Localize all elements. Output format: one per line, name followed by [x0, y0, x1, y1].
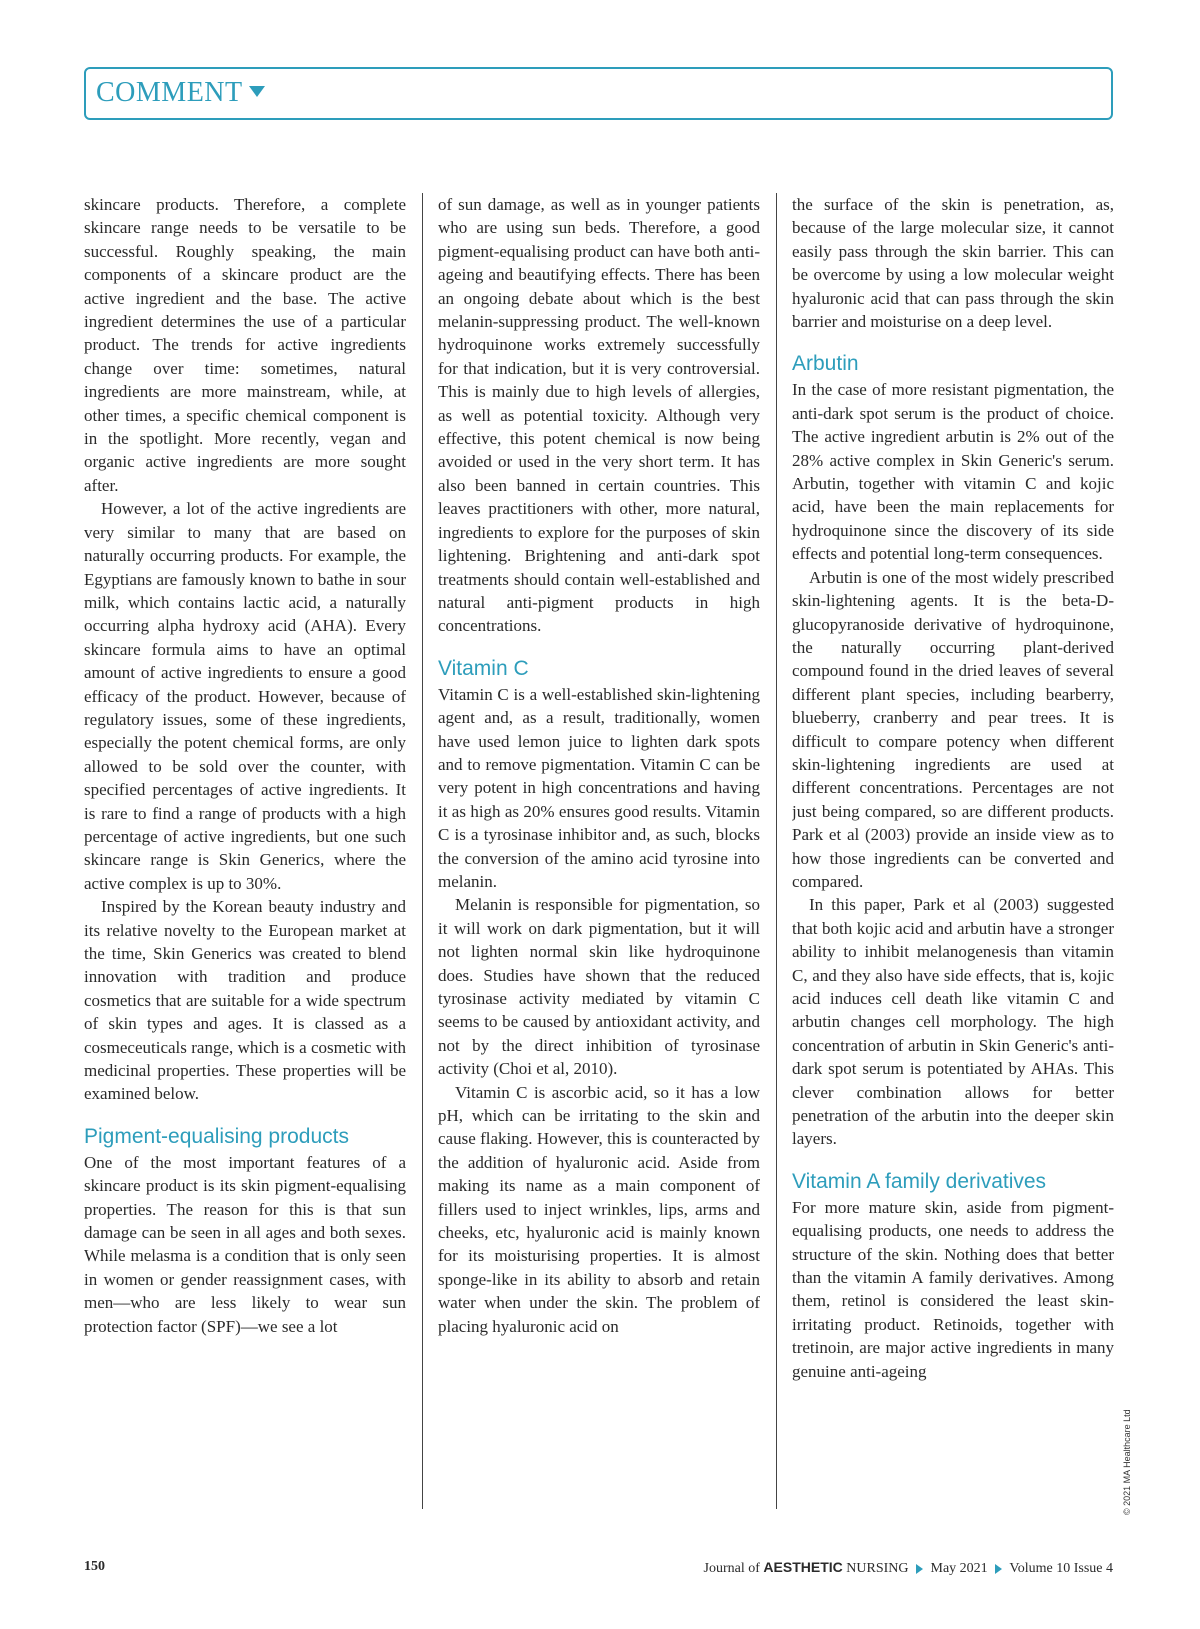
section-header — [84, 67, 1113, 120]
section-heading: Pigment-equalising products — [84, 1124, 349, 1148]
paragraph: For more mature skin, aside from pigment-equalising products, one needs to address the structure of the skin. Nothing does that better than the vitamin A family derivatives. Among them, retinol is considered the least skin-irritating product. Retinoids, together with tretinoin, are major active ingredients in many genuine anti-ageing — [792, 1197, 1114, 1381]
issue-date: May 2021 — [930, 1561, 988, 1576]
section-heading: Vitamin C — [438, 656, 529, 680]
article-column-2 — [438, 193, 760, 1509]
column-divider — [422, 193, 423, 1509]
paragraph: of sun damage, as well as in younger patients who are using sun beds. Therefore, a good pigment-equalising product can have both anti-ageing and beautifying effects. There has been an ongoing debate about which is the best melanin-suppressing product. The well-known hydroquinone works extremely successfully for that indication, but it is very controversial. This is mainly due to high levels of allergies, as well as potential toxicity. Although very effective, this potent chemical is now being avoided or used in the very short term. It has also been banned in certain countries. This leaves practitioners with other, more natural, ingredients to explore for the purposes of skin lightening. Brightening and anti-dark spot treatments should contain well-established and natural anti-pigment products in high concentrations. — [438, 195, 760, 636]
section-heading: Vitamin A family derivatives — [792, 1169, 1047, 1193]
section-label-text: COMMENT — [96, 77, 243, 108]
paragraph: skincare products. Therefore, a complete skincare range needs to be versatile to be successful. Roughly speaking, the main components of a skincare product are the active ingredient and the base. The active ingredient determines the use of a particular product. The trends for active ingredients change over time: sometimes, natural ingredients are more mainstream, while, at other times, a specific chemical component is in the spotlight. More recently, vegan and organic active ingredients are more sought after. — [84, 195, 406, 495]
triangle-right-icon — [916, 1564, 923, 1574]
paragraph: In the case of more resistant pigmentation, the anti-dark spot serum is the product of choice. The active ingredient arbutin is 2% out of the 28% active complex in Skin Generic's serum. Arbutin, together with vitamin C and kojic acid, have been the main replacements for hydroquinone since the discovery of its side effects and potential long-term consequences. — [792, 380, 1114, 564]
article-column-1 — [84, 193, 406, 1509]
page-footer — [84, 1559, 1113, 1581]
journal-prefix: Journal of — [703, 1561, 764, 1576]
journal-name-bold: AESTHETIC — [763, 1559, 843, 1575]
journal-suffix: NURSING — [842, 1561, 909, 1576]
section-heading: Arbutin — [792, 352, 859, 376]
volume-issue: Volume 10 Issue 4 — [1009, 1561, 1113, 1576]
triangle-right-icon — [995, 1564, 1002, 1574]
article-column-3 — [792, 193, 1114, 1509]
paragraph: the surface of the skin is penetration, as, because of the large molecular size, it cannot easily pass through the skin barrier. This can be overcome by using a low molecular weight hyaluronic acid that can pass through the skin barrier and moisturise on a deep level. — [792, 195, 1114, 332]
paragraph: However, a lot of the active ingredients are very similar to many that are based on naturally occurring products. For example, the Egyptians are famously known to bathe in sour milk, which contains lactic acid, a naturally occurring alpha hydroxy acid (AHA). Every skincare formula aims to have an optimal amount of active ingredients to ensure a good efficacy of the product. However, because of regulatory issues, some of these ingredients, especially the potent chemical forms, are only allowed to be sold over the counter, with specified percentages of active ingredients. It is rare to find a range of products with a high percentage of active ingredients, but one such skincare range is Skin Generics, where the active complex is up to 30%. — [84, 499, 406, 893]
copyright-note: © 2021 MA Healthcare Ltd — [1122, 1409, 1132, 1515]
paragraph: One of the most important features of a skincare product is its skin pigment-equalising properties. The reason for this is that sun damage can be seen in all ages and both sexes. While melasma is a condition that is only seen in women or gender reassignment cases, with men—who are less likely to wear sun protection factor (SPF)—we see a lot — [84, 1152, 406, 1336]
section-label — [96, 77, 265, 109]
journal-info — [704, 1559, 1113, 1577]
triangle-down-icon — [249, 86, 265, 97]
paragraph: Melanin is responsible for pigmentation, so it will work on dark pigmentation, but it will not lighten normal skin like hydroquinone does. Studies have shown that the reduced tyrosinase activity mediated by vitamin C seems to be caused by antioxidant activity, and not by the direct inhibition of tyrosinase activity (Choi et al, 2010). — [438, 895, 760, 1079]
column-divider — [776, 193, 777, 1509]
paragraph: Vitamin C is ascorbic acid, so it has a low pH, which can be irritating to the skin and cause flaking. However, this is counteracted by the addition of hyaluronic acid. Aside from making its name as a main component of fillers used to inject wrinkles, lips, arms and cheeks, etc, hyaluronic acid is mainly known for its moisturising properties. It is almost sponge-like in its ability to absorb and retain water when under the skin. The problem of placing hyaluronic acid on — [438, 1082, 760, 1336]
paragraph: In this paper, Park et al (2003) suggested that both kojic acid and arbutin have a stronger ability to inhibit melanogenesis than vitamin C, and they also have side effects, that is, kojic acid induces cell death like vitamin C and arbutin changes cell morphology. The high concentration of arbutin in Skin Generic's anti-dark spot serum is potentiated by AHAs. This clever combination allows for better penetration of the arbutin into the deeper skin layers. — [792, 895, 1114, 1149]
page-number: 150 — [84, 1559, 105, 1574]
paragraph: Arbutin is one of the most widely prescribed skin-lightening agents. It is the beta-D-glucopyranoside derivative of hydroquinone, the naturally occurring plant-derived compound found in the dried leaves of several different plant species, including bearberry, blueberry, cranberry and pear trees. It is difficult to compare potency when different skin-lightening ingredients are used at different concentrations. Percentages are not just being compared, so are different products. Park et al (2003) provide an inside view as to how those ingredients can be converted and compared. — [792, 567, 1114, 891]
paragraph: Vitamin C is a well-established skin-lightening agent and, as a result, traditionally, women have used lemon juice to lighten dark spots and to remove pigmentation. Vitamin C can be very potent in high concentrations and having it as high as 20% ensures good results. Vitamin C is a tyrosinase inhibitor and, as such, blocks the conversion of the amino acid tyrosine into melanin. — [438, 684, 760, 891]
paragraph: Inspired by the Korean beauty industry and its relative novelty to the European market at the time, Skin Generics was created to blend innovation with tradition and produce cosmetics that are suitable for a wide spectrum of skin types and ages. It is classed as a cosmeceuticals range, which is a cosmetic with medicinal properties. These properties will be examined below. — [84, 897, 406, 1104]
